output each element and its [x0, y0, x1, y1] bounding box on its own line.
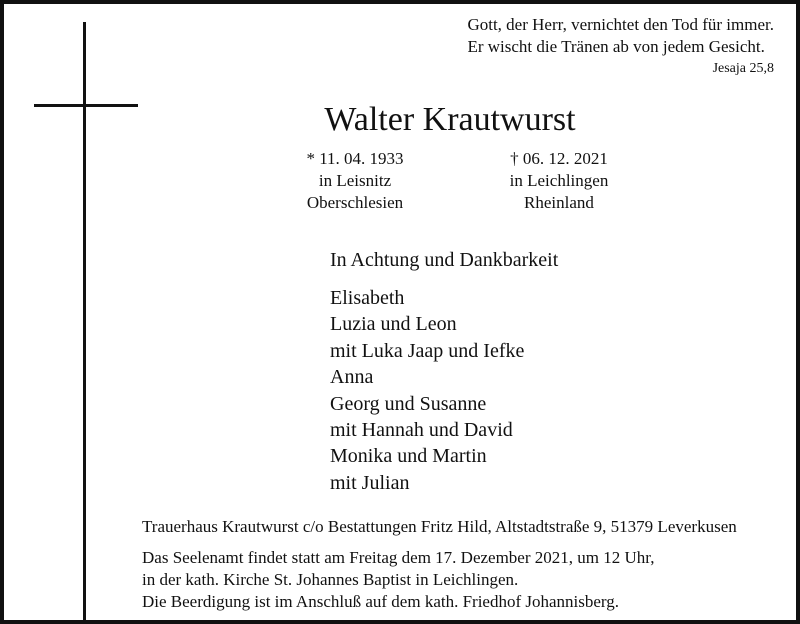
verse-line-1: Gott, der Herr, vernichtet den Tod für immer.	[467, 15, 774, 34]
verse-line-2: Er wischt die Tränen ab von jedem Gesicht.	[467, 37, 765, 56]
mourner-name: Monika und Martin	[330, 445, 487, 468]
mourners-intro: In Achtung und Dankbarkeit	[330, 249, 559, 271]
death-date: † 06. 12. 2021	[510, 149, 608, 168]
birth-place: in Leisnitz	[318, 171, 392, 190]
mourner-name: Elisabeth	[330, 287, 405, 309]
mourner-name: mit Hannah und David	[330, 419, 513, 442]
birth-region: Oberschlesien	[306, 193, 404, 212]
deceased-name: Walter Krautwurst	[324, 101, 576, 138]
verse-reference: Jesaja 25,8	[712, 61, 774, 76]
bible-verse	[467, 14, 774, 78]
service-line-1: Das Seelenamt findet statt am Freitag dem 17. Dezember 2021, um 12 Uhr,	[142, 548, 655, 567]
service-line-3: Die Beerdigung ist im Anschluß auf dem kath. Friedhof Johannisberg.	[142, 592, 620, 611]
birth-info	[270, 148, 440, 214]
death-region: Rheinland	[524, 193, 594, 212]
mourners-block	[330, 247, 558, 496]
mourners-list	[330, 285, 558, 496]
death-place: in Leichlingen	[509, 171, 609, 190]
funeral-service-info	[142, 547, 655, 613]
mourner-name: mit Julian	[330, 471, 410, 494]
mourner-name: Luzia und Leon	[330, 313, 457, 336]
birth-date: * 11. 04. 1933	[306, 149, 404, 168]
mourner-name: mit Luka Jaap und Iefke	[330, 339, 525, 362]
service-line-2: in der kath. Kirche St. Johannes Baptist in Leichlingen.	[142, 570, 519, 589]
death-info	[474, 148, 644, 214]
mourning-house-address: Trauerhaus Krautwurst c/o Bestattungen Fritz Hild, Altstadtstraße 9, 51379 Leverkusen	[142, 517, 737, 536]
mourner-name: Anna	[330, 366, 374, 389]
mourner-name: Georg und Susanne	[330, 392, 487, 415]
